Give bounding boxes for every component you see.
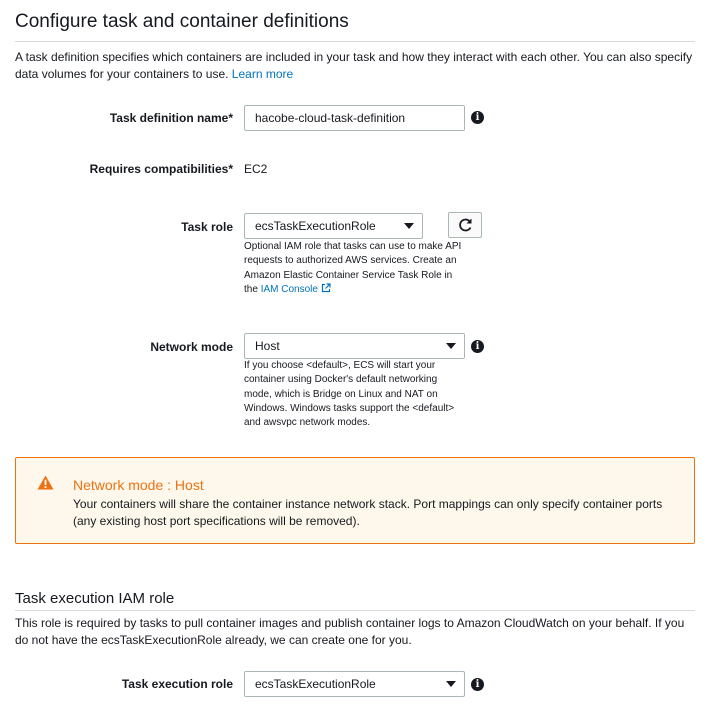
refresh-button[interactable] — [448, 212, 482, 238]
task-role-label: Task role — [181, 220, 233, 234]
task-definition-name-input[interactable]: hacobe-cloud-task-definition — [244, 105, 465, 131]
info-icon[interactable]: i — [471, 111, 484, 124]
requires-compatibilities-value: EC2 — [244, 162, 268, 176]
iam-console-link[interactable] — [261, 284, 331, 295]
warning-icon — [37, 475, 54, 490]
task-execution-description: This role is required by tasks to pull container images and publish container logs to Amazon CloudWatch on your behalf. If you do not have the ecsTaskExecutionRole already, we can create one for you. — [15, 616, 685, 647]
network-mode-selected: Host — [255, 339, 280, 353]
chevron-down-icon — [446, 681, 456, 687]
info-icon[interactable]: i — [471, 340, 484, 353]
page-title: Configure task and container definitions — [15, 11, 349, 32]
section-description — [15, 49, 700, 83]
learn-more-link[interactable]: Learn more — [231, 67, 294, 81]
task-role-selected: ecsTaskExecutionRole — [255, 219, 376, 233]
alert-title: Network mode : Host — [73, 477, 204, 493]
chevron-down-icon — [446, 343, 456, 349]
task-role-help-text: Optional IAM role that tasks can use to make API requests to authorized AWS services. Create an Amazon Elastic Container Service Task Role in the — [244, 241, 462, 295]
divider — [15, 610, 695, 611]
task-execution-role-select[interactable] — [244, 671, 465, 697]
task-execution-role-selected: ecsTaskExecutionRole — [255, 677, 376, 691]
network-mode-help: If you choose <default>, ECS will start your container using Docker's default networking mode, which is Bridge on Linux and NAT on Windows. Windows tasks support the <default> and awsvpc network modes. — [244, 360, 455, 429]
alert-body: Your containers will share the container instance network stack. Port mappings can only specify container ports (any existing host port specifications will be removed). — [73, 497, 663, 528]
requires-compatibilities-label: Requires compatibilities* — [89, 162, 233, 176]
divider — [15, 41, 695, 42]
network-mode-select[interactable] — [244, 333, 465, 359]
external-link-icon — [321, 283, 331, 293]
refresh-icon — [449, 213, 481, 237]
network-mode-alert — [15, 457, 695, 544]
task-definition-name-label: Task definition name* — [109, 111, 233, 125]
iam-console-link-text: IAM Console — [260, 283, 318, 295]
task-role-select[interactable] — [244, 213, 423, 239]
info-icon[interactable]: i — [471, 678, 484, 691]
network-mode-label: Network mode — [150, 340, 233, 354]
section-description-text: A task definition specifies which containers are included in your task and how they interact with each other. You can also specify data volumes for your containers to use. — [15, 50, 693, 81]
task-execution-heading: Task execution IAM role — [15, 590, 175, 607]
chevron-down-icon — [404, 223, 414, 229]
task-role-help — [244, 240, 466, 297]
task-execution-role-label: Task execution role — [121, 677, 233, 691]
